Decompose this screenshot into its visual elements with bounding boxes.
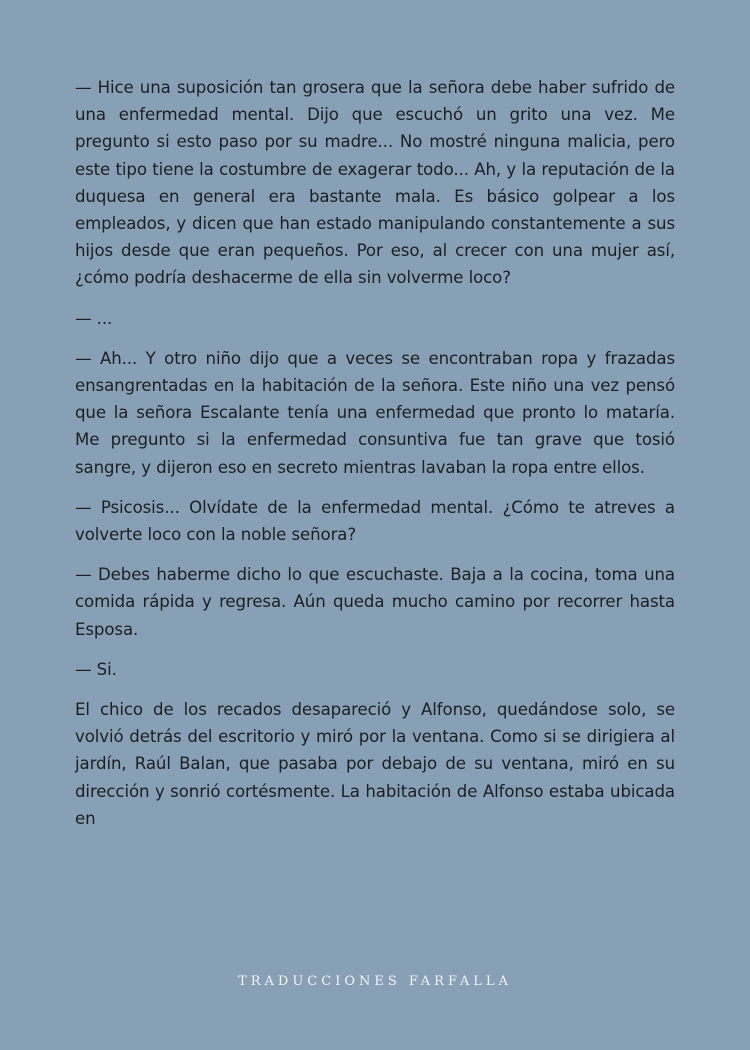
paragraph-dialogue-yes: — Si. — [75, 659, 117, 679]
paragraph-dialogue-supposition: — Hice una suposición tan grosera que la señora debe haber sufrido de una enfermedad mental. Dijo que escuchó un grito una vez. Me pregunto si esto paso por su madre... No mostré ninguna malicia, pero este tipo tiene la costumbre de exagerar todo... Ah, y la reputación de la duquesa en general era bastante mala. Es básico golpear a los empleados, y dicen que han estado manipulando constantemente a sus hijos desde que eran pequeños. Por eso, al crecer con una mujer así, ¿cómo podría deshacerme de ella sin volverme loco? — [75, 78, 675, 288]
paragraph-dialogue-psychosis: — Psicosis... Olvídate de la enfermedad mental. ¿Cómo te atreves a volverte loco con la noble señora? — [75, 497, 675, 545]
paragraph-dialogue-kitchen: — Debes haberme dicho lo que escuchaste. Baja a la cocina, toma una comida rápida y regresa. Aún queda mucho camino por recorrer hasta Esposa. — [75, 565, 675, 639]
translator-credit-footer: TRADUCCIONES FARFALLA — [238, 974, 512, 989]
paragraph-dialogue-ellipsis: — ... — [75, 308, 113, 328]
page-body — [75, 74, 675, 845]
paragraph-narration-alfonso: El chico de los recados desapareció y Alfonso, quedándose solo, se volvió detrás del escritorio y miró por la ventana. Como si se dirigiera al jardín, Raúl Balan, que pasaba por debajo de su ventana, miró en su dirección y sonrió cortésmente. La habitación de Alfonso estaba ubicada en — [75, 700, 675, 828]
paragraph-dialogue-bloody-clothes: — Ah... Y otro niño dijo que a veces se encontraban ropa y frazadas ensangrentadas en la habitación de la señora. Este niño una vez pensó que la señora Escalante tenía una enfermedad que pronto lo mataría. Me pregunto si la enfermedad consuntiva fue tan grave que tosió sangre, y dijeron eso en secreto mientras lavaban la ropa entre ellos. — [75, 348, 675, 477]
